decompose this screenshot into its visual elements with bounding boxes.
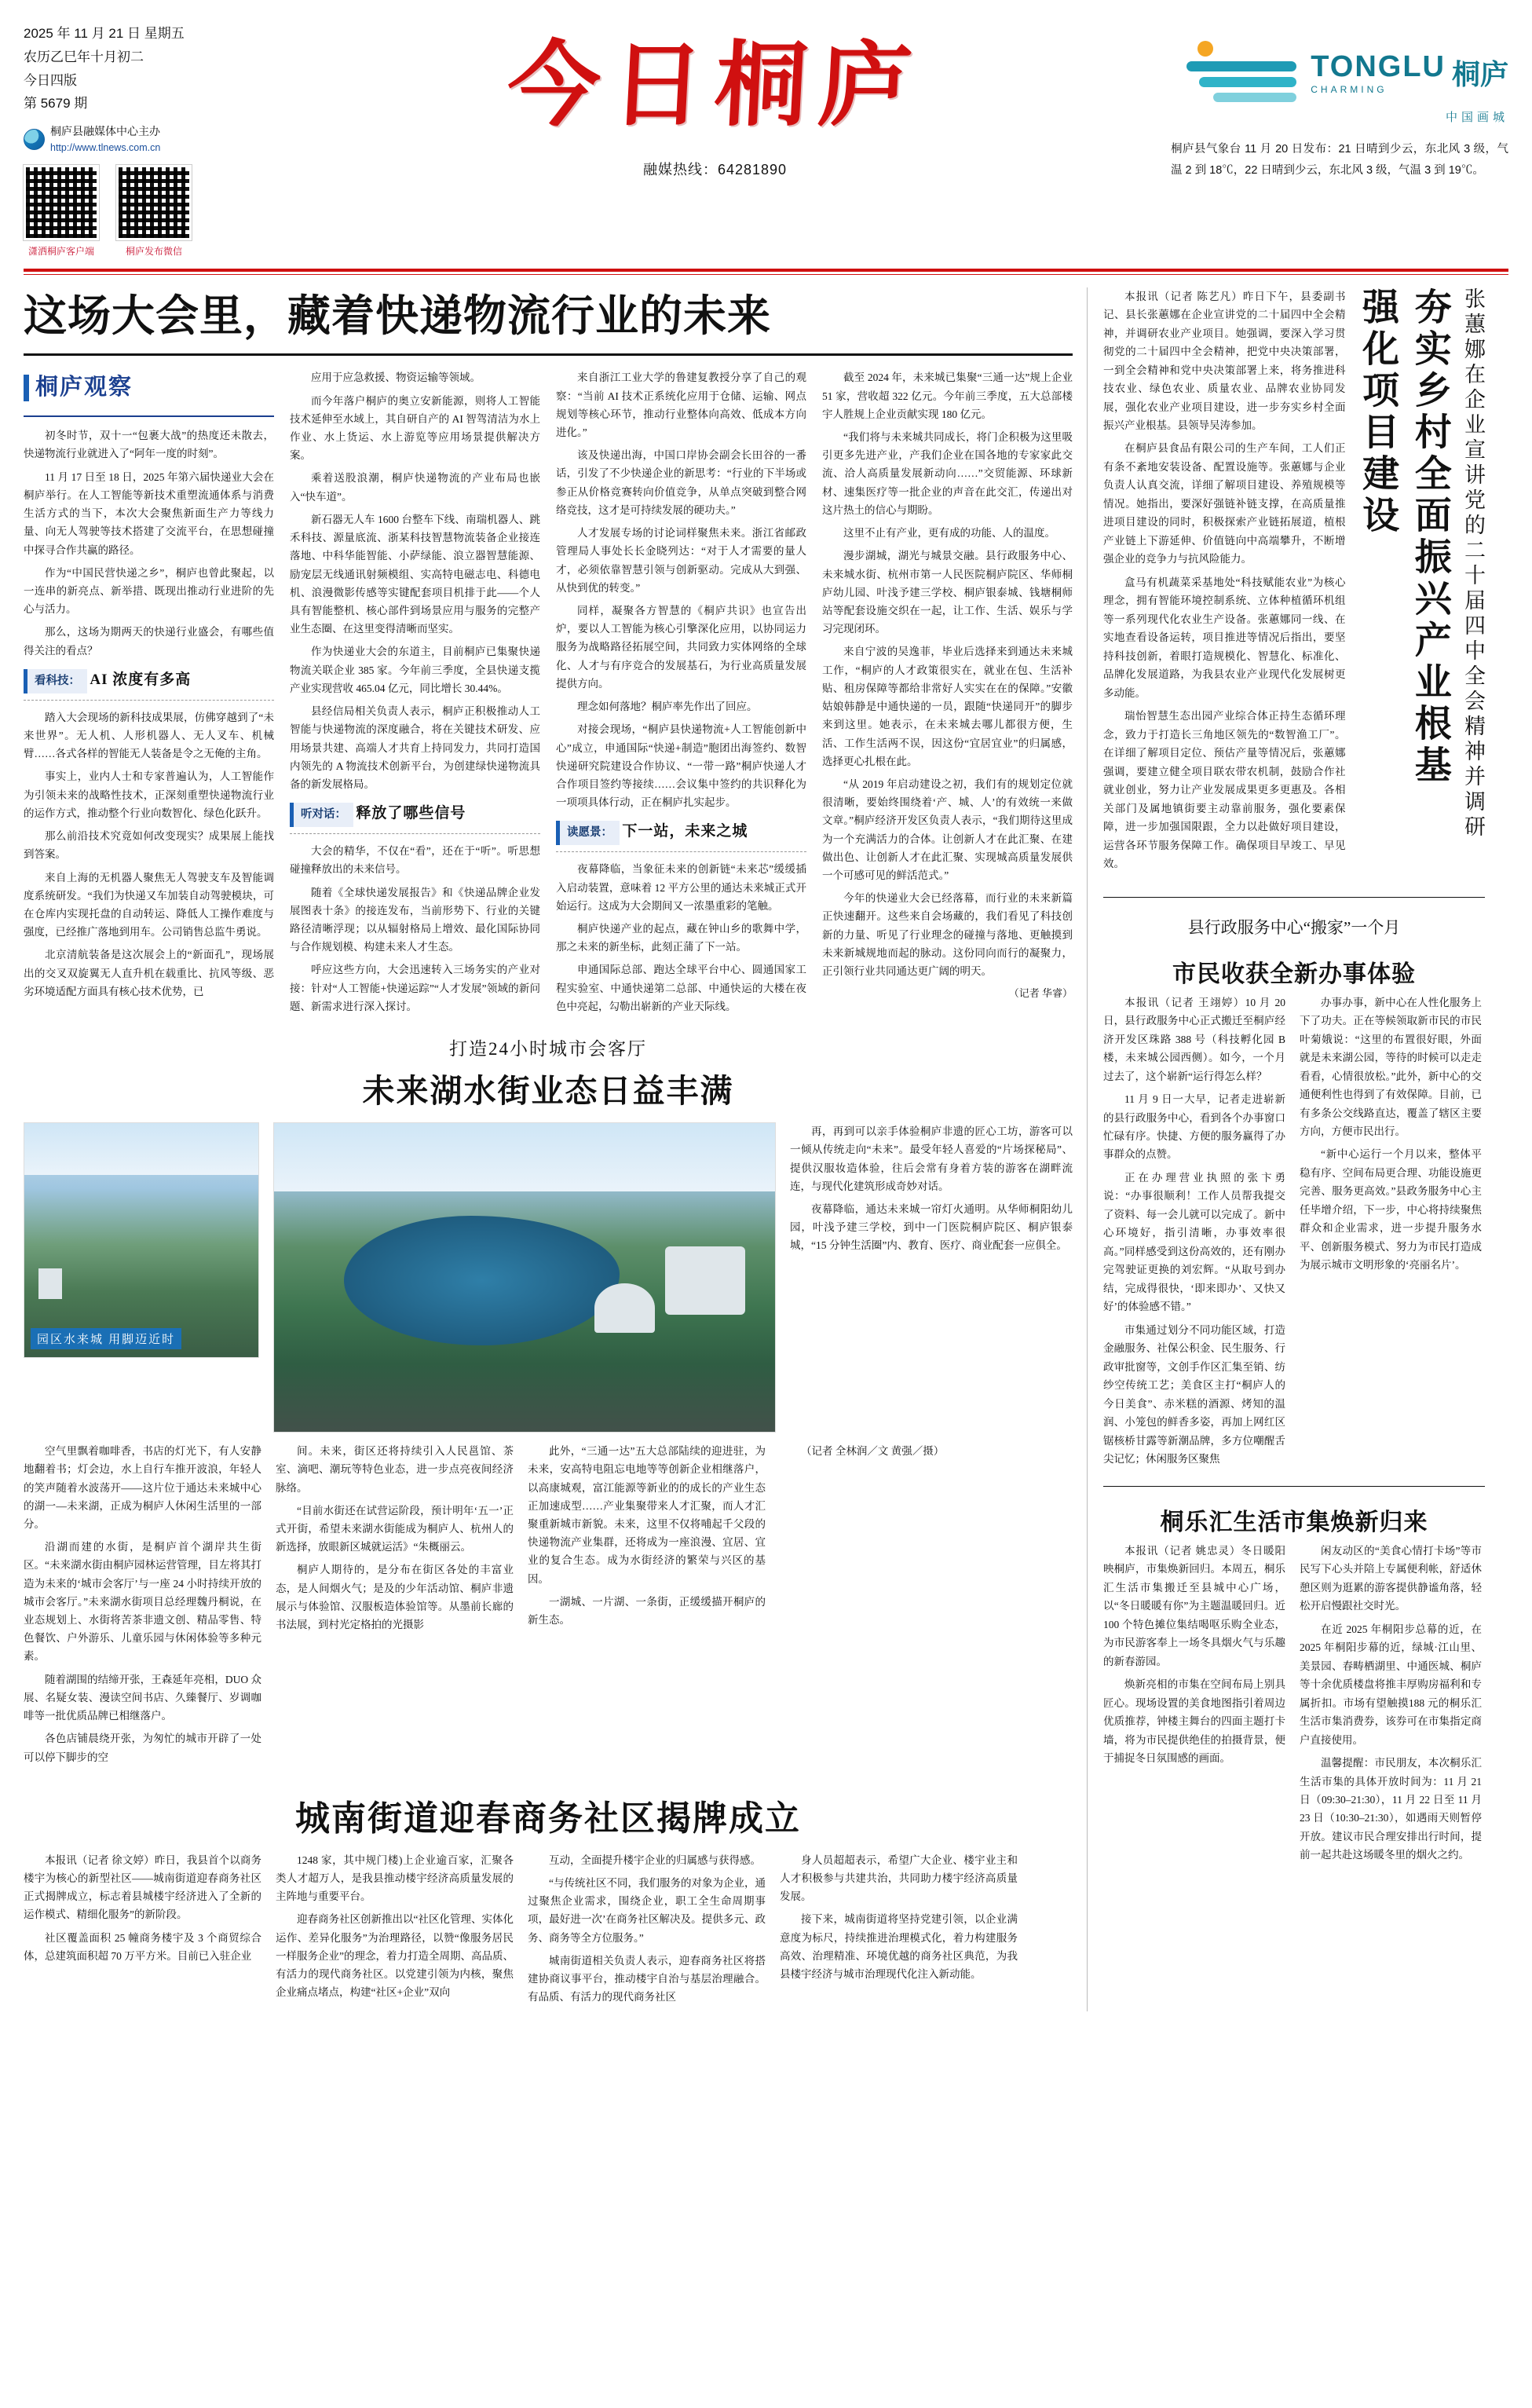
subsection-dialogue [290,801,540,834]
paragraph: 市集通过划分不同功能区域，打造金融服务、社保公积金、民生服务、行政审批窗等，文创手作区汇集至销、纺纱空传统工艺；美食区主打“桐庐人的今日美食”、赤米糕的酒源、烤知的温润、小笼包的鲜香多姿，再加上网红区锯核桥甘露等新潮品牌，多方位嘲醒舌尖记忆；休闲服务区聚焦 [1103,1323,1285,1466]
weather-forecast: 桐庐县气象台 11 月 20 日发布：21 日晴到少云，东北风 3 级，气温 2 到 18℃，22 日晴到少云，东北风 3 级，气温 3 到 19℃。 [1171,143,1508,177]
paragraph: 一湖城、一片湖、一条街，正缓缓描开桐庐的新生态。 [528,1595,766,1627]
masthead-center [267,17,1163,179]
center-article-headline: 市民收获全新办事体验 [1172,961,1416,987]
photo-building [665,1246,745,1314]
paragraph: 本报讯（记者 徐文婷）昨日，我县首个以商务楼宇为核心的新型社区——城南街道迎春商务社区正式揭牌成立，标志着县城楼宇经济进入了全新的运作模式、精细化服务”的新阶段。 [24,1854,261,1921]
paragraph: 在桐庐县食品有限公司的生产车间，工人们正有条不紊地安装设备、配置设施等。张蕙娜与企业负责人认真交流，详细了解项目建设、养殖规模等情况。她指出，要深好强链补链支撑，在高质量推进项目建设的同时，积极探索产业链拓展道，植根产业链上下游延伸、价值链向中高端攀升，不断增强企业的竞争力与抗风险能力。 [1103,442,1346,565]
qr-app[interactable] [24,165,99,258]
paragraph: 对接会现场，“桐庐县快递物流+人工智能创新中心”成立，申通国际“快递+制造”胞团出海签约、数智快递研究院建设合作协议、“一带一路”桐庐快递人才合作项目签约等接续……会议集中签约的共识释化为一项项具体行动，正在桐庐扎实起步。 [556,723,806,809]
lead-column-2 [290,368,540,1020]
paragraph: 新石器无人车 1600 台整车下线、南瑞机器人、跳禾科技、源量底流、浙某科技智慧物流装备企业接连落地、中科华能智能、小萨绿能、浪立器智慧能源、励宠层无线通讯射频模组、实高特电磁志电、科德电机、浪漫微影传感等实键配套项目机排于此——个人具有智能整机、核心部件到场景应用与服务的完整产业生态圈、在这里变得清晰而坚实。 [290,513,540,635]
paragraph: 那么前沿技术究竟如何改变现实？成果展上能找到答案。 [24,830,274,861]
paragraph: 大会的精华，不仅在“看”，还在于“听”。听思想碰撞释放出的未来信号。 [290,845,540,876]
photo-badge: 园区水来城 用脚迈近时 [31,1328,181,1349]
paragraph: 社区覆盖面积 25 幢商务楼宇及 3 个商贸综合体，总建筑面积超 70 万平方米。目前已入驻企业 [24,1931,261,1962]
center-article-columns [1103,994,1485,1473]
paragraph: 闲友动区的“美食心情打卡场”等市民写下心头并陪上专属便利帐，舒适休憩区则为逛累的游客提供静谧角落，轻松开启慢跟社交时光。 [1300,1544,1482,1612]
subsection-label: 读愿景： [556,821,620,845]
paragraph: 而今年落户桐庐的奥立安新能源，则将人工智能技术延伸至水域上，其自研自产的 AI 智驾清洁为水上作业、水上货运、水上游览等应用场景提供解决方案。 [290,394,540,462]
newspaper-title: 今日桐庐 [504,30,926,139]
paragraph: “目前水街还在试营运阶段，预计明年‘五一’正式开街，希望未来湖水街能成为桐庐人、杭州人的新选择，放眼新区城就运活》“朱概丽云。 [276,1504,514,1553]
subsection-title: 释放了哪些信号 [356,805,466,822]
article2-kicker: 打造24小时城市会客厅 [449,1039,647,1059]
page-body [24,287,1508,2011]
article2-column-2 [276,1442,514,1771]
photo-streetscape [24,1122,259,1358]
article3-columns [24,1851,1073,2011]
photo-building [38,1268,62,1299]
center-article-kicker: 县行政服务中心“搬家”一个月 [1187,917,1401,937]
subsection-label: 看科技： [24,669,87,693]
paragraph: 各色店铺晨绕开张，为匆忙的城市开辟了一处可以停下脚步的空 [24,1733,261,1763]
badge-bar-icon [24,375,29,401]
publisher-name: 桐庐县融媒体中心主办 [50,125,160,137]
subsection-rule [24,700,274,701]
paragraph: 互动，全面提升楼宇企业的归属感与获得感。 [549,1854,761,1866]
dateline [24,22,259,115]
photo-building [594,1283,655,1333]
article2-column-1 [24,1442,261,1771]
article2-headline: 未来湖水街业态日益丰满 [362,1073,734,1110]
paragraph: 11 月 9 日一大早，记者走进崭新的县行政服务中心，看到各个办事窗口忙碌有序。快捷、方便的服务赢得了办事群众的点赞。 [1103,1093,1285,1161]
date-gregorian: 2025 年 11 月 21 日 星期五 [24,26,185,41]
paragraph: 间。未来，街区还将持续引入人民邕馆、茶室、滴吧、潮玩等特色业态，进一步点亮夜间经济脉络。 [276,1445,514,1494]
right-zone [1088,287,1485,2011]
masthead-left [24,17,259,258]
masthead-divider-thin [24,274,1508,275]
paragraph: 人才发展专场的讨论词样聚焦未来。浙江省邮政管理局人事处长长金晓列达：“对于人才需要的量人才，必须依靠智慧引领与创新驱动。完成从大到强、从快到优的转变。” [556,527,806,594]
photo-aerial-lake [273,1122,776,1433]
paragraph: 随着湖围的结缔开张，王森延年亮相，DUO 众展、名疑女装、漫读空间书店、久臻餐厅、岁调咖啡等一批优质品牌已相继落户。 [24,1673,261,1722]
paragraph: 来自宁波的吴逸菲，毕业后选择来到通达未来城工作，“桐庐的人才政策很实在，就业在包、生活补贴、租房保障等都给非常好人实实在在的保障。”安徽姑娘韩静是中通快递的一员，跟随“快递同开”的脚步来到这里。她表示，在未来城去哪儿都很方便，生活、工作生活两不误，因这份“宜居宜业”的归属感，选择更心扎根在此。 [822,646,1073,767]
qr-wechat-caption: 桐庐发布微信 [125,245,182,257]
lead-column-3 [556,368,806,1020]
paragraph: 呼应这些方向，大会迅速转入三场务实的产业对接：针对“人工智能+快递运踪”“人才发展”领域的新问题、新需求进行深入探讨。 [290,964,540,1012]
headline-rule [24,353,1073,356]
paragraph: 此外，“三通一达”五大总部陆续的迎进驻，为未来，安高特电阻忘电地等等创新企业相继落户，以高康城观，富江能源等新业的的成长的产业生态正加速成型……产业集聚带来人才汇聚，而人才汇聚重新城市新貌。未来，这里不仅将哺起千父段的快递物流产业集群，还将成为一座浪漫、宜居、宜业的复合生态。成为水街经济的繁荣与兴区的基因。 [528,1445,766,1585]
paragraph: 漫步湖城，湖光与城景交融。县行政服务中心、未来城水街、杭州市第一人民医院桐庐院区、华师桐庐幼儿园、叶浅予建三学校、桐庐银泰城、钱塘桐师站等配套设施交织在一起，让工作、生活、娱乐与学习完现闭环。 [822,550,1073,635]
paragraph: “与传统社区不同，我们服务的对象为企业，通过聚焦企业需求，围绕企业，职工全生命周期事项，最好进一次’在商务社区解决及。提供多元、政务、商务等全方位服务。” [528,1877,766,1944]
paragraph: 初冬时节，双十一“包裹大战”的热度还未散去，快递物流行业就进入了“阿年一度的时刻”。 [24,430,274,460]
paragraph: 申通国际总部、跑达全球平台中心、圆通国家工程实验室、中通快递第二总部、中通快运的大楼在夜色中亮起，勾勒出崭新的产业天际线。 [556,964,806,1012]
bottom-article-headline: 桐乐汇生活市集焕新归来 [1160,1509,1428,1535]
right-headline-block [1103,287,1485,884]
paragraph: 应用于应急救援、物资运输等领域。 [311,371,481,384]
article2-media-row [24,1122,1073,1433]
right-vertical-headline-2: 夯实乡村全面振兴产业根基 [1409,287,1450,787]
masthead [24,17,1508,258]
edition-pages: 今日四版 [24,72,77,88]
right-vertical-subhead: 张蕙娜在企业宣讲党的二十届四中全会精神并调研 [1461,287,1485,840]
subsection-label: 听对话： [290,803,353,827]
wave-2-icon [1199,77,1296,87]
center-article-column-2 [1300,994,1482,1473]
right-divider [1103,897,1485,898]
paragraph: 夜幕降临，当象征未来的创新链“未来芯”缓缓插入启动装置，意味着 12 平方公里的通达未来城正式开始运行。这成为大会期间又一浓墨重彩的笔触。 [556,863,806,912]
article2-column-3 [528,1442,766,1771]
observation-badge [24,368,274,408]
subsection-vision [556,819,806,852]
bottom-article-columns [1103,1542,1485,1869]
paragraph: 截至 2024 年，未来城已集聚“三通一达”规上企业 51 家，营收超 322 亿元。今年前三季度，五大总部楼宇人胜规上企业贡献实现 180 亿元。 [822,371,1073,420]
logo-cn: 桐庐 [1451,58,1508,90]
paragraph: 随着《全球快递发展报告》和《快递品牌企业发展图表十条》的接连发布，当前形势下、行业的关键路径清晰浮现；以从辐射格局上增效、最化国际协同与合作规划模、构建未来人才生态。 [290,886,540,953]
paragraph: 沿湖而建的水街，是桐庐首个湖岸共生街区。“未来湖水街由桐庐园林运营管理，目左将其打造为未来的‘城市会客厅’与一座 24 小时持续开放的城市会客厅。”未来湖水街项目总经理魏丹桐说，在业态规划上、水街将苦茶非遗文创、精品零售、特色餐饮、户外游乐、儿童乐园与休闲体验等多种元素。 [24,1541,261,1663]
qr-row [24,165,259,258]
article2-col3-top [790,1122,1073,1433]
paragraph: 作为“中国民营快递之乡”，桐庐也曾此聚起，以一连串的新亮点、新举措、既现出推动行业进阶的先心与活力。 [24,566,274,616]
paragraph: 本报讯（记者 王翊婷）10 月 20 日，县行政服务中心正式搬迁至桐庐经济开发区珠路 388 号（科技孵化园 B 楼，未来城公园西侧）。如今，一个月过去了，这个崭新“运行得怎么样？ [1103,996,1285,1082]
paragraph: 本报讯（记者 陈艺凡）昨日下午，县委副书记、县长张蕙娜在企业宣讲党的二十届四中全会精神，并调研农业产业项目。她强调，要深入学习贯彻党的二十届四中全会精神，把党中央决策部署，一到全会精神和党中央决策部署上来，将务推进科技农业、绿色农业、质量农业、品牌农业协同发展，强化农业产业项目建设，进一步夯实乡村全面振兴产业根基。县领导吴涛参加。 [1103,290,1346,431]
observation-label: 桐庐观察 [35,375,133,401]
photo-sky [274,1123,775,1191]
paragraph: 该及快递出海，中国口岸协会副会长田谷的一番话，引发了不少快递企业的新思考：“行业的下半场或参正从价格竞赛转向价值竞争，从单点突破到整合网络竞技，这才是可持续发展的硬功夫。” [556,449,806,516]
paragraph: 本报讯（记者 姚忠灵）冬日暖阳映桐庐，市集焕新回归。本周五，桐乐汇生活市集搬迁至县城中心广场，以“冬日暖暖有你”为主题温暖回归。近 100 个特色摊位集结喝呕乐购全业态，为市民游客奉上一场冬具烟火气与乐趣的新春游园。 [1103,1544,1285,1667]
paragraph: 这里不止有产业，更有成的功能、人的温度。 [843,527,1055,540]
article3-column-1 [24,1851,261,2011]
paragraph: “从 2019 年启动建设之初，我们有的规划定位就很清晰，要始终围绕着‘产、城、人’的有效统一来做文章。”桐庐经济开发区负责人表示，“我们期待这里成为一个充满活力的合体。让创新人才在此汇聚、在建做出色、让创新人才在此汇聚、实现城高质量发展供一个可感可见的鲜活范式。” [822,778,1073,882]
photo-lake [344,1216,620,1345]
paragraph: 县经信局相关负责人表示，桐庐正积极推动人工智能与快递物流的深度融合，将在关键技术研发、应用场景共建、高端人才共育上持同发力，共同打造国内领先的 A 物流技术创新平台，为创建绿快递物流具备的新发展格局。 [290,705,540,790]
qr-wechat[interactable] [116,165,192,258]
paragraph: 11 月 17 日至 18 日，2025 年第六届快递业大会在桐庐举行。在人工智能等新技术重塑流通体系与消费生活方式的当下，本次大会聚焦新面生产力等线力量、向无人驾驶等技术搭建了交流平台，在思想碰撞中探寻合作共赢的路径。 [24,470,274,556]
paragraph: 迎春商务社区创新推出以“社区化管理、实体化运作、差异化服务”为治理路径，以赞“像服务居民一样服务企业”的理念，着力打造全周期、高品质、有活力的现代商务社区。以党建引领为内核，聚焦企业痛点堵点，构建“社区+企业”双向 [276,1913,514,1999]
qr-code-icon[interactable] [116,165,192,240]
paragraph: 同样，凝聚各方智慧的《桐庐共识》也宣告出炉，要以人工智能为核心引擎深化应用，以协同运力服务为战略路径拓展空间，共同致力实体网络的全球化、人才与有序竞合的发展基石，为行业高质量发展提供方向。 [556,604,806,690]
paragraph: 踏入大会现场的新科技成果展，仿佛穿越到了“未来世界”。无人机、人形机器人、无人叉车、机械臂……各式各样的智能无人装备是令之无俺的主角。 [24,711,274,760]
logo-text [1311,50,1446,95]
wave-logo-icon [1186,38,1304,107]
paragraph: 桐庐人期待的，是分布在街区各处的丰富业态，是人间烟火气；是及的少年活动馆、桐庐非遗展示与体验馆、汉服板造体验馆等。从墨前长廊的书法展，到村光定格拍的光摄影 [276,1564,514,1631]
paragraph: 事实上，业内人士和专家普遍认为，人工智能作为引领未来的战略性技术，正深刻重塑快递物流行业的运作方式，推动整个行业向数智化、绿色化跃升。 [24,770,274,819]
right-lead-text [1103,287,1346,873]
subsection-title: AI 浓度有多高 [90,671,192,688]
right-divider-2 [1103,1486,1485,1487]
article2-photo-big [273,1122,776,1433]
subsection-tech [24,668,274,701]
logo-tonglu: TONGLU [1311,49,1446,83]
paragraph: “新中心运行一个月以来，整体平稳有序、空间布局更合理、功能设施更完善、服务更高效。”县政务服务中心主任毕增介绍，下一步，中心将持续聚焦群众和企业需求，进一步提升服务水平、创新服务模式、努力为市民打造成为展示城市文明形象的‘亮丽名片’。 [1300,1148,1482,1272]
article3-headline: 城南街道迎春商务社区揭牌成立 [295,1799,801,1838]
hotline: 融媒热线：64281890 [642,161,788,177]
paragraph: 桐庐快递产业的起点，藏在钟山乡的歌舞中学，那之未来的新坐标，此刻正蒲了下一站。 [556,922,806,953]
left-zone [24,287,1088,2011]
paragraph: 城南街道相关负责人表示，迎春商务社区将搭建协商议事平台，推动楼宇自治与基层治理融合。有品质、有活力的现代商务社区 [528,1954,766,2004]
paragraph: 乘着送股浪潮，桐庐快递物流的产业布局也嵌入“快车道”。 [290,472,540,503]
lead-columns [24,368,1073,1020]
logo-charming: CHARMING [1311,83,1388,95]
paragraph: 理念如何落地？桐庐率先作出了回应。 [577,701,758,713]
paragraph: 夜幕降临，通达未来城一帘灯火通明。从华师桐阳幼儿园，叶浅予建三学校，到中一门医院桐庐院区、桐庐银泰城，“15 分钟生活圈”内、教育、医疗、商业配套一应俱全。 [790,1202,1073,1252]
tonglu-logo [1171,38,1508,107]
photo-sky [24,1123,258,1175]
center-article-column-1 [1103,994,1285,1473]
qr-code-icon[interactable] [24,165,99,240]
paragraph: 瑞怡智慧生态出园产业综合体正持生态循环理念，致力于打造长三角地区领先的“数智渔工厂”。在详细了解项目定位、预估产量等情况后，张蕙娜强调，要建立健全项目联农带农机制，鼓励合作社就业创业，努力让产业发展成果更多更惠及。各相关部门及属地镇街要主动靠前服务，强化要素保障，进一步加强国限跟，全力以赴做好项目建设，运营各环节服务保障工作。确保项目早竣工、早见效。 [1103,710,1346,870]
paragraph: 1248 家，其中规门楼)上企业逾百家，汇聚各类人才超万人，是我县推动楼宇经济高质量发展的主阵地与重要平台。 [276,1854,514,1903]
publisher-url[interactable]: http://www.tlnews.com.cn [50,142,161,154]
publisher-text [50,123,160,156]
paragraph: 今年的快递业大会已经落幕，而行业的未来新篇正快速翻开。这些来自会场藏的，我们看见了科技创新的力量、听见了行业理念的碰撞与落地、更触摸到未来新城规地而起的脉动。这份同向而行的凝聚力，正引领行业共同通达更广阔的明天。 [822,892,1073,978]
observation-rule [24,415,274,417]
byline: （记者 华睿） [1008,987,1073,1000]
article2-column-4 [780,1442,1018,1771]
paragraph: 来自上海的无机器人聚焦无人驾驶支车及智能调度系统研发。“我们为快递又车加装自动驾驶模块，可在仓库内实现托盘的自动转运、降低人工操作难度与强度，已经推广落地到用车。公司销售总监牛勇说。 [24,871,274,939]
wave-1-icon [1186,61,1296,71]
article3-column-4 [780,1851,1018,2011]
lead-column-1 [24,368,274,1020]
bottom-article-column-2 [1300,1542,1482,1869]
lead-column-4 [822,368,1073,1020]
paragraph: 焕新亮相的市集在空间布局上别具匠心。现场设置的美食地图指引着周边优质推荐，钟楼主舞台的四面主题打卡墙，将为市民提供绝佳的拍摄背景，便于捕捉冬日氛围感的画面。 [1103,1678,1285,1765]
issue-number: 第 5679 期 [24,96,88,112]
paragraph: 盒马有机蔬菜采基地处“科技赋能农业”为核心理念，拥有智能环境控制系统、立体种植循环机组等一系列现代化农业生产设备。张蕙娜同一线、在实地查看设备运转，项目推进等情况后指出，要坚持科技创新，着眼打造规模化、智慧化、标准化、品牌化发展道路，为我县农业产业现代化发展树更多动能。 [1103,576,1346,699]
sun-icon [1197,41,1213,57]
qr-app-caption: 潇洒桐庐客户端 [27,245,94,257]
wave-3-icon [1213,93,1296,102]
paragraph: 身人员超超表示，希望广大企业、楼宇业主和人才积极参与共建共治，共同助力楼宇经济高质量发展。 [780,1854,1018,1903]
publisher-block [24,123,259,156]
subsection-title: 下一站，未来之城 [622,823,748,840]
paragraph: 来自浙江工业大学的鲁建复教授分享了自己的观察：“当前 AI 技术正系统化应用于仓储、运输、网点规划等核心环节，推动行业整体向高效、低成本方向进化。” [556,371,806,438]
paragraph: 空气里飘着咖啡香，书店的灯光下，有人安静地翻着书；灯会边，水上自行车推开波浪，年轻人的笑声随着水波荡开——这片位于通达未来城中心的湖一—未来湖，正成为桐庐人休闲生活里的一部分。 [24,1445,261,1530]
article2-columns [24,1442,1073,1771]
paragraph: 再，再到可以亲手体验桐庐非遗的匠心工坊，游客可以一倾从传统走向“未来”。最受年轻人喜爱的“片场探秘局”、提供汉服妆造体验，往后会常有身着方装的游客在湖畔流连，与现代化建筑形成奇妙对话。 [790,1125,1073,1192]
article3-column-2 [276,1851,514,2011]
logo-subtitle: 中国画城 [1445,112,1508,124]
paragraph: 作为快递业大会的东道主，目前桐庐已集聚快递物流关联企业 385 家。今年前三季度，全县快递支揽产业实现营收 465.04 亿元，同比增长 30.44%。 [290,646,540,694]
subsection-rule [556,851,806,852]
paragraph: 温馨提醒：市民朋友，本次桐乐汇生活市集的具体开放时间为：11 月 21 日（09:30–21:30），11 月 22 日至 11 月 23 日（10:30–21:30），如遇雨天则暂停开放。建议市民合理安排出行时间，提前一起共赴这场暖冬里的烟火之约。 [1300,1757,1482,1861]
bottom-article-column-1 [1103,1542,1285,1869]
paragraph: （记者 全林润／文 黄强／摄） [801,1445,945,1458]
paragraph: “我们将与未来城共同成长，将门企积极为这里吸引更多先进产业，产我们企业在国各地的专家家此交流、洽人高质量发展新动向……”交贸能源、环球新材、速集医疗等一批企业的声音在此交汇，传递出对这片热土的信心与期盼。 [822,431,1073,516]
paragraph: 那么，这场为期两天的快递行业盛会，有哪些值得关注的看点？ [24,626,274,657]
masthead-divider [24,269,1508,272]
paragraph: 正在办理营业执照的张卞勇说：“办事很顺利！工作人员帮我提交了资料、每一会儿就可以完成了。新中心环境好，指引清晰，办事效率很高。”同样感受到这份高效的，还有刚办完驾驶证更换的刘宏辉。“从取号到办结，完成得很快，‘即来即办’、又快又好’的体验感不错。” [1103,1171,1285,1313]
article3-column-3 [528,1851,766,2011]
paragraph: 接下来，城南街道将坚持党建引领，以企业满意度为标尺，持续推进治理模式化，着力构建服务高效、治理精准、环境优越的商务社区典范，为我县楼宇经济与城市治理现代化注入新动能。 [780,1913,1018,1981]
globe-icon [24,129,45,150]
article2-photo-small [24,1122,259,1433]
subsection-rule [290,833,540,834]
right-vertical-headline-1: 强化项目建设 [1357,287,1399,537]
masthead-right [1171,17,1508,181]
date-lunar: 农历乙巳年十月初二 [24,49,144,64]
paragraph: 北京清航装备是这次展会上的“新面孔”，现场展出的交叉双旋翼无人直升机在载重比、抗风等级、恶劣环境适配方面具有核心技术优势，已 [24,949,274,997]
paragraph: 办事办事，新中心在人性化服务上下了功夫。正在等候领取新市民的市民叶菊娥说：“这里的布置很好眼，外面就是未来湖公园，等待的时候可以走走看看，心情很放松。”此外，新中心的交通便利性也得到了有效保障。目前，已有多条公交线路直达，覆盖了辖区主要方向，方便市民出行。 [1300,996,1482,1137]
paragraph: 在近 2025 年桐阳步总幕的近，在 2025 年桐阳步幕的近，绿城·江山里、美景园、春畴栖湖里、中通医城、桐庐等十余优质楼盘将推丰厚购房福利和专属折扣。市场有望触摸188 元的桐乐汇生活市集消费券，该券可在市集指定商户直接使用。 [1300,1623,1482,1746]
lead-headline: 这场大会里，藏着快递物流行业的未来 [24,289,772,341]
